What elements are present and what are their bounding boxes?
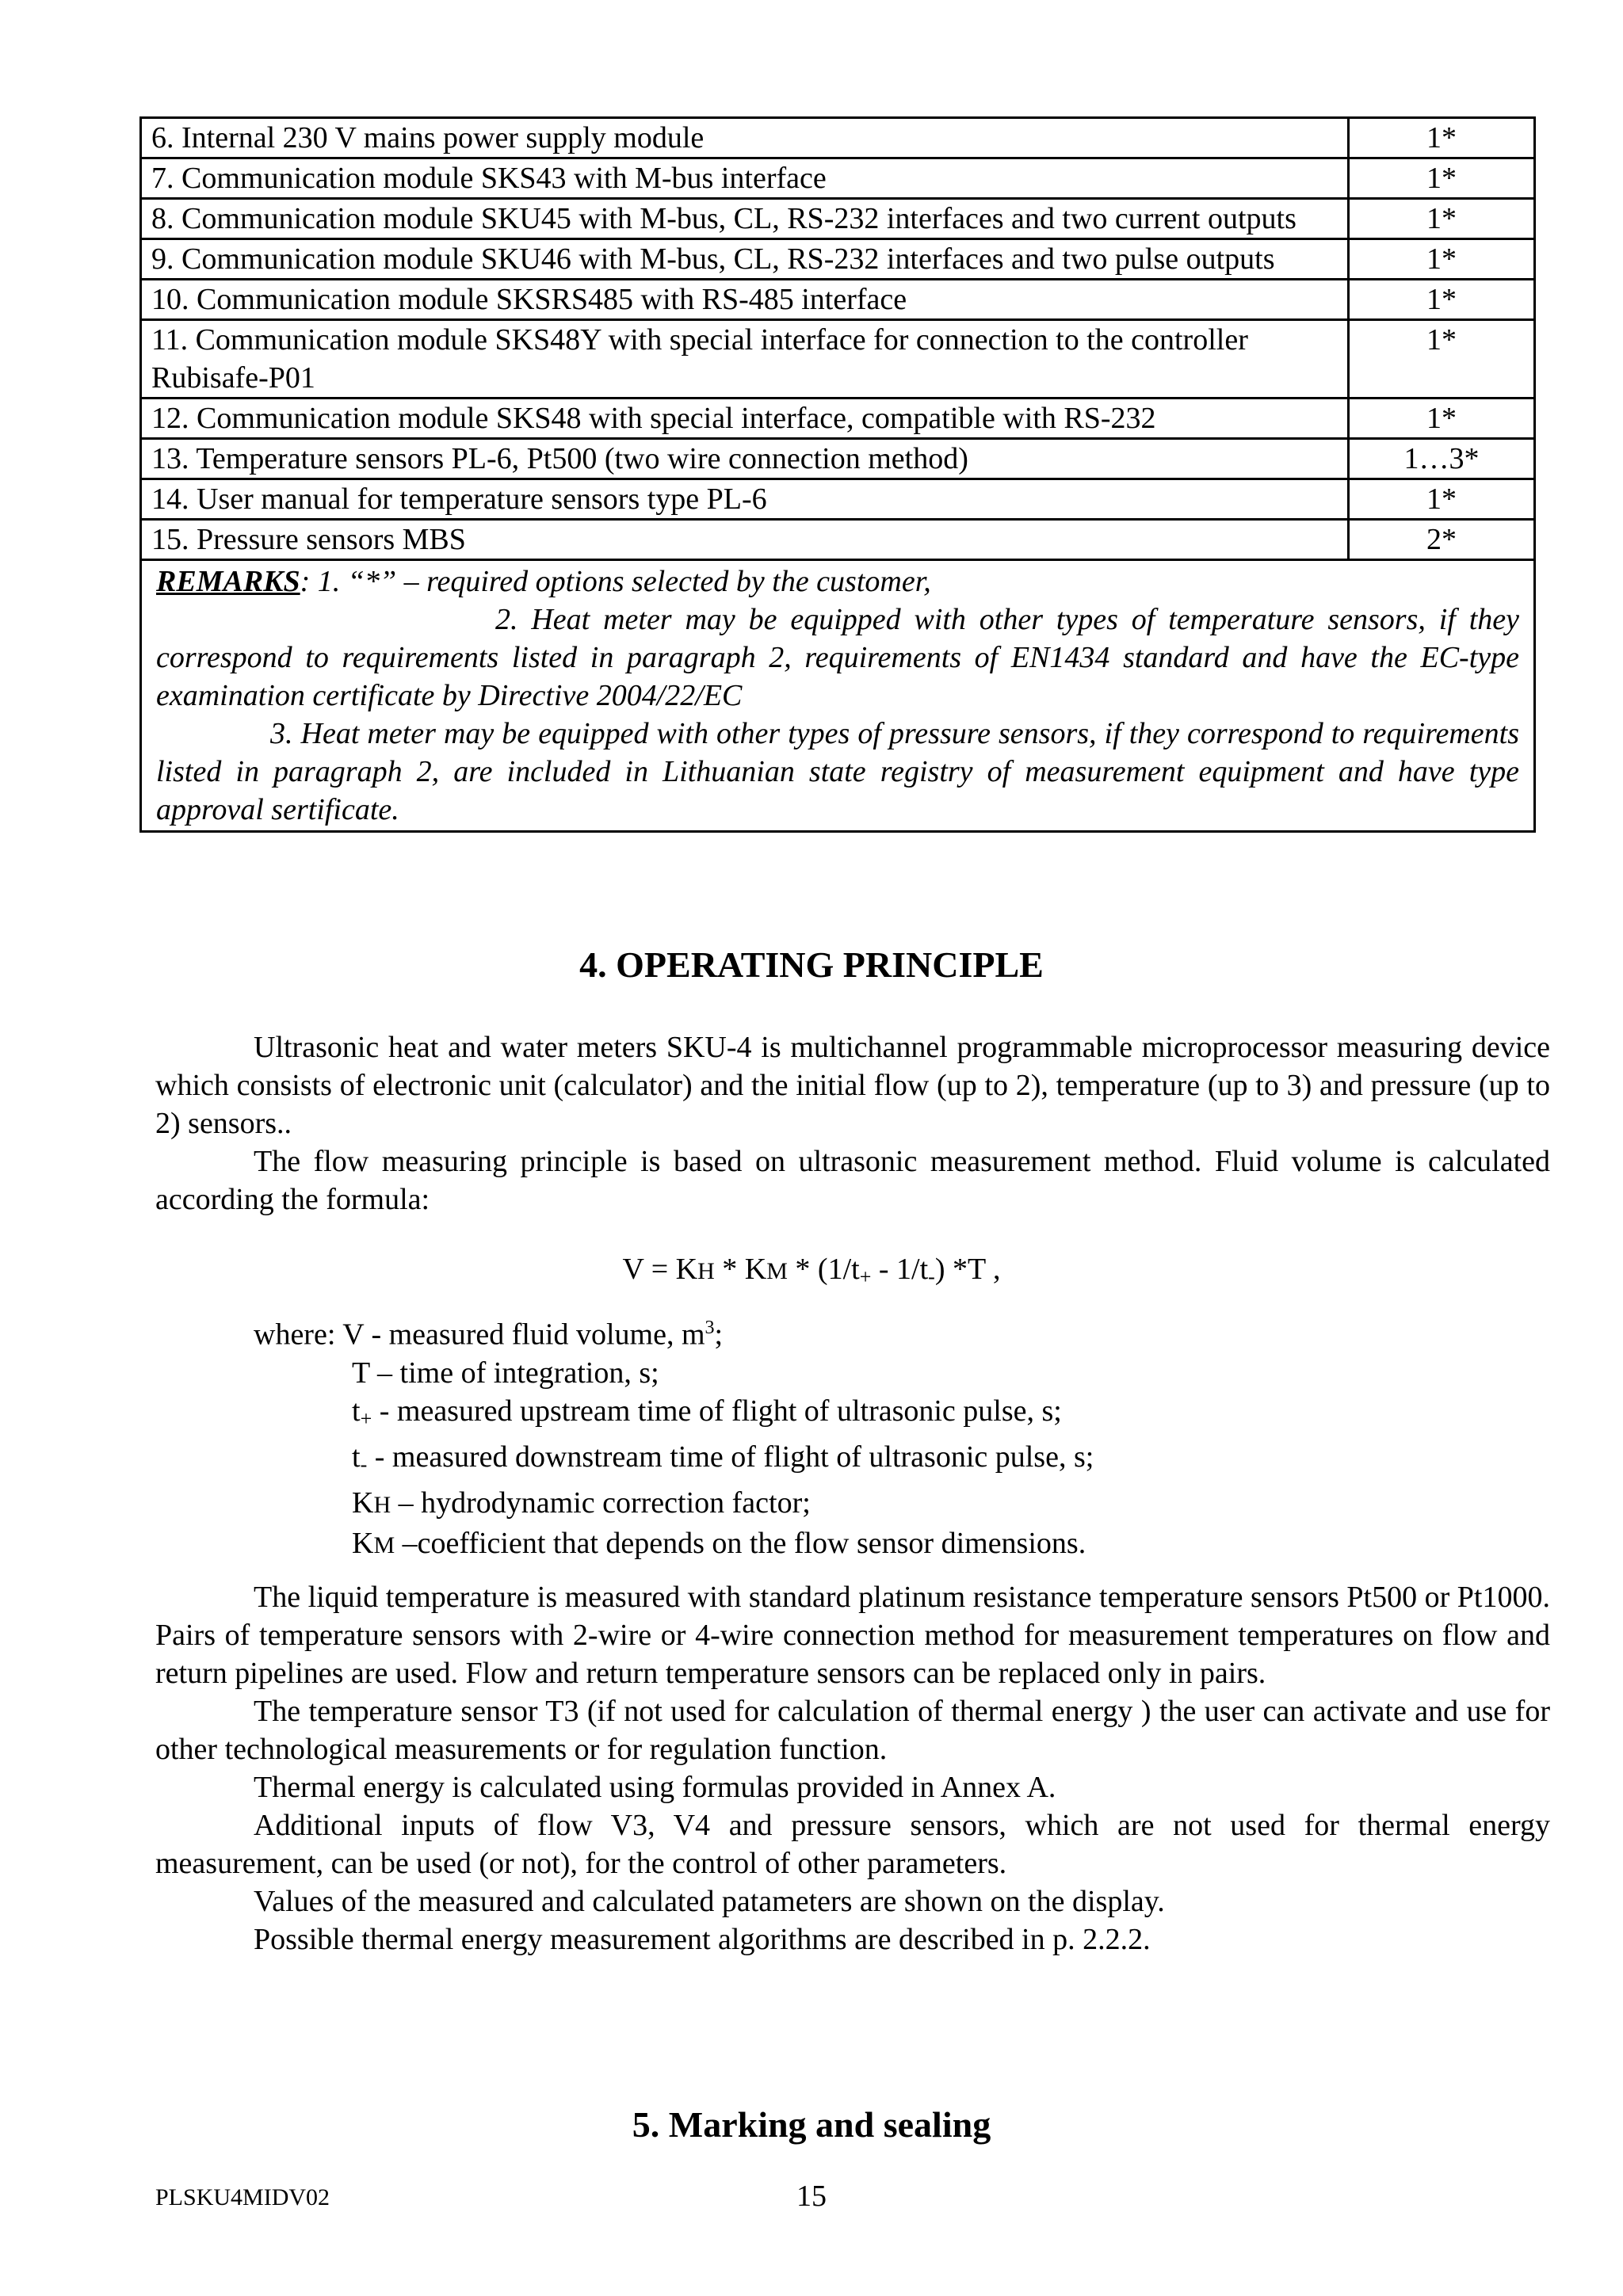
remarks-label: REMARKS (156, 565, 300, 598)
def-v: where: V - measured fluid volume, $m^3$; (254, 1318, 724, 1352)
item-cell: 9. Communication module SKU46 with M-bus, CL, RS-232 interfaces and two pulse outputs (141, 239, 1349, 280)
section-5-title: 5. Marking and sealing (632, 2104, 991, 2145)
item-cell: 12. Communication module SKS48 with special interface, compatible with RS-232 (141, 399, 1349, 439)
quantity-cell: 1* (1349, 199, 1535, 239)
def-t: T – time of integration, s; (352, 1356, 659, 1390)
def-tminus: $t_-$ - measured downstream time of flight of ultrasonic pulse, s; (352, 1440, 1094, 1476)
paragraph-7: Values of the measured and calculated patameters are shown on the display. (254, 1885, 1165, 1918)
paragraph-6: Additional inputs of flow V3, V4 and pressure sensors, which are not used for thermal energy measurement, can be used (or not), for the control of other parameters. (155, 1809, 1550, 1880)
section-4-body-bottom (155, 1578, 1550, 1958)
table-row (141, 479, 1535, 520)
paragraph-5: Thermal energy is calculated using formulas provided in Annex A. (254, 1771, 1056, 1804)
def-kh: KH – hydrodynamic correction factor; (352, 1486, 811, 1520)
quantity-cell: 1* (1349, 239, 1535, 280)
table-row (141, 239, 1535, 280)
section-4-body-top (155, 1028, 1550, 1219)
quantity-cell: 2* (1349, 520, 1535, 560)
table-row (141, 520, 1535, 560)
quantity-cell: 1* (1349, 280, 1535, 320)
table-row (141, 320, 1535, 399)
item-cell: 14. User manual for temperature sensors type PL-6 (141, 479, 1349, 520)
remark-3: 3. Heat meter may be equipped with other types of pressure sensors, if they correspond to requirements listed in paragraph 2, are included in Lithuanian state registry of measurement equipment and have type approval sertificate. (156, 717, 1519, 826)
quantity-cell: 1* (1349, 399, 1535, 439)
item-cell: 8. Communication module SKU45 with M-bus, CL, RS-232 interfaces and two current outputs (141, 199, 1349, 239)
components-table (139, 116, 1536, 833)
document-code: PLSKU4MIDV02 (155, 2184, 330, 2210)
item-cell: 11. Communication module SKS48Y with special interface for connection to the controller Rubisafe-P01 (141, 320, 1349, 399)
table-row (141, 280, 1535, 320)
quantity-cell: 1* (1349, 320, 1535, 399)
remarks-row (141, 560, 1535, 832)
table-row (141, 118, 1535, 158)
table-row (141, 399, 1535, 439)
item-cell: 7. Communication module SKS43 with M-bus interface (141, 158, 1349, 199)
table-row (141, 199, 1535, 239)
remarks-cell (141, 560, 1535, 832)
paragraph-8: Possible thermal energy measurement algorithms are described in p. 2.2.2. (254, 1923, 1151, 1956)
section-4-title: 4. OPERATING PRINCIPLE (579, 944, 1044, 985)
def-km: KM –coefficient that depends on the flow sensor dimensions. (352, 1526, 1086, 1560)
remark-1: REMARKS: 1. “*” – required options selected by the customer, (156, 565, 931, 598)
def-tplus: $t_+$ - measured upstream time of flight of ultrasonic pulse, s; (352, 1394, 1062, 1430)
volume-formula: V = KH * KM * $(1/t_+ - 1/t_-)$ *T , (622, 1253, 1001, 1288)
item-cell: 6. Internal 230 V mains power supply module (141, 118, 1349, 158)
paragraph-4: The temperature sensor T3 (if not used for calculation of thermal energy ) the user can activate and use for other technological measurements or for regulation function. (155, 1695, 1550, 1766)
page-number: 15 (796, 2180, 827, 2213)
paragraph-2: The flow measuring principle is based on ultrasonic measurement method. Fluid volume is calculated according the formula: (155, 1145, 1550, 1216)
item-cell: 15. Pressure sensors MBS (141, 520, 1349, 560)
table-row (141, 439, 1535, 479)
paragraph-3: The liquid temperature is measured with standard platinum resistance temperature sensors Pt500 or Pt1000. Pairs of temperature sensors with 2-wire or 4-wire connection method for measurement temperatures on flow and return pipelines are used. Flow and return temperature sensors can be replaced only in pairs. (155, 1581, 1550, 1690)
item-cell: 13. Temperature sensors PL-6, Pt500 (two wire connection method) (141, 439, 1349, 479)
quantity-cell: 1* (1349, 118, 1535, 158)
paragraph-1: Ultrasonic heat and water meters SKU-4 is multichannel programmable microprocessor measuring device which consists of electronic unit (calculator) and the initial flow (up to 2), temperature (up to 3) and pressure (up to 2) sensors.. (155, 1031, 1550, 1140)
quantity-cell: 1…3* (1349, 439, 1535, 479)
table-row (141, 158, 1535, 199)
quantity-cell: 1* (1349, 479, 1535, 520)
formula-definitions (254, 1309, 1094, 1565)
remark-2: 2. Heat meter may be equipped with other types of temperature sensors, if they correspond to requirements listed in paragraph 2, requirements of EN1434 standard and have the EC-type examination certificate by Directive 2004/22/EC (156, 603, 1519, 712)
item-cell: 10. Communication module SKSRS485 with RS-485 interface (141, 280, 1349, 320)
quantity-cell: 1* (1349, 158, 1535, 199)
